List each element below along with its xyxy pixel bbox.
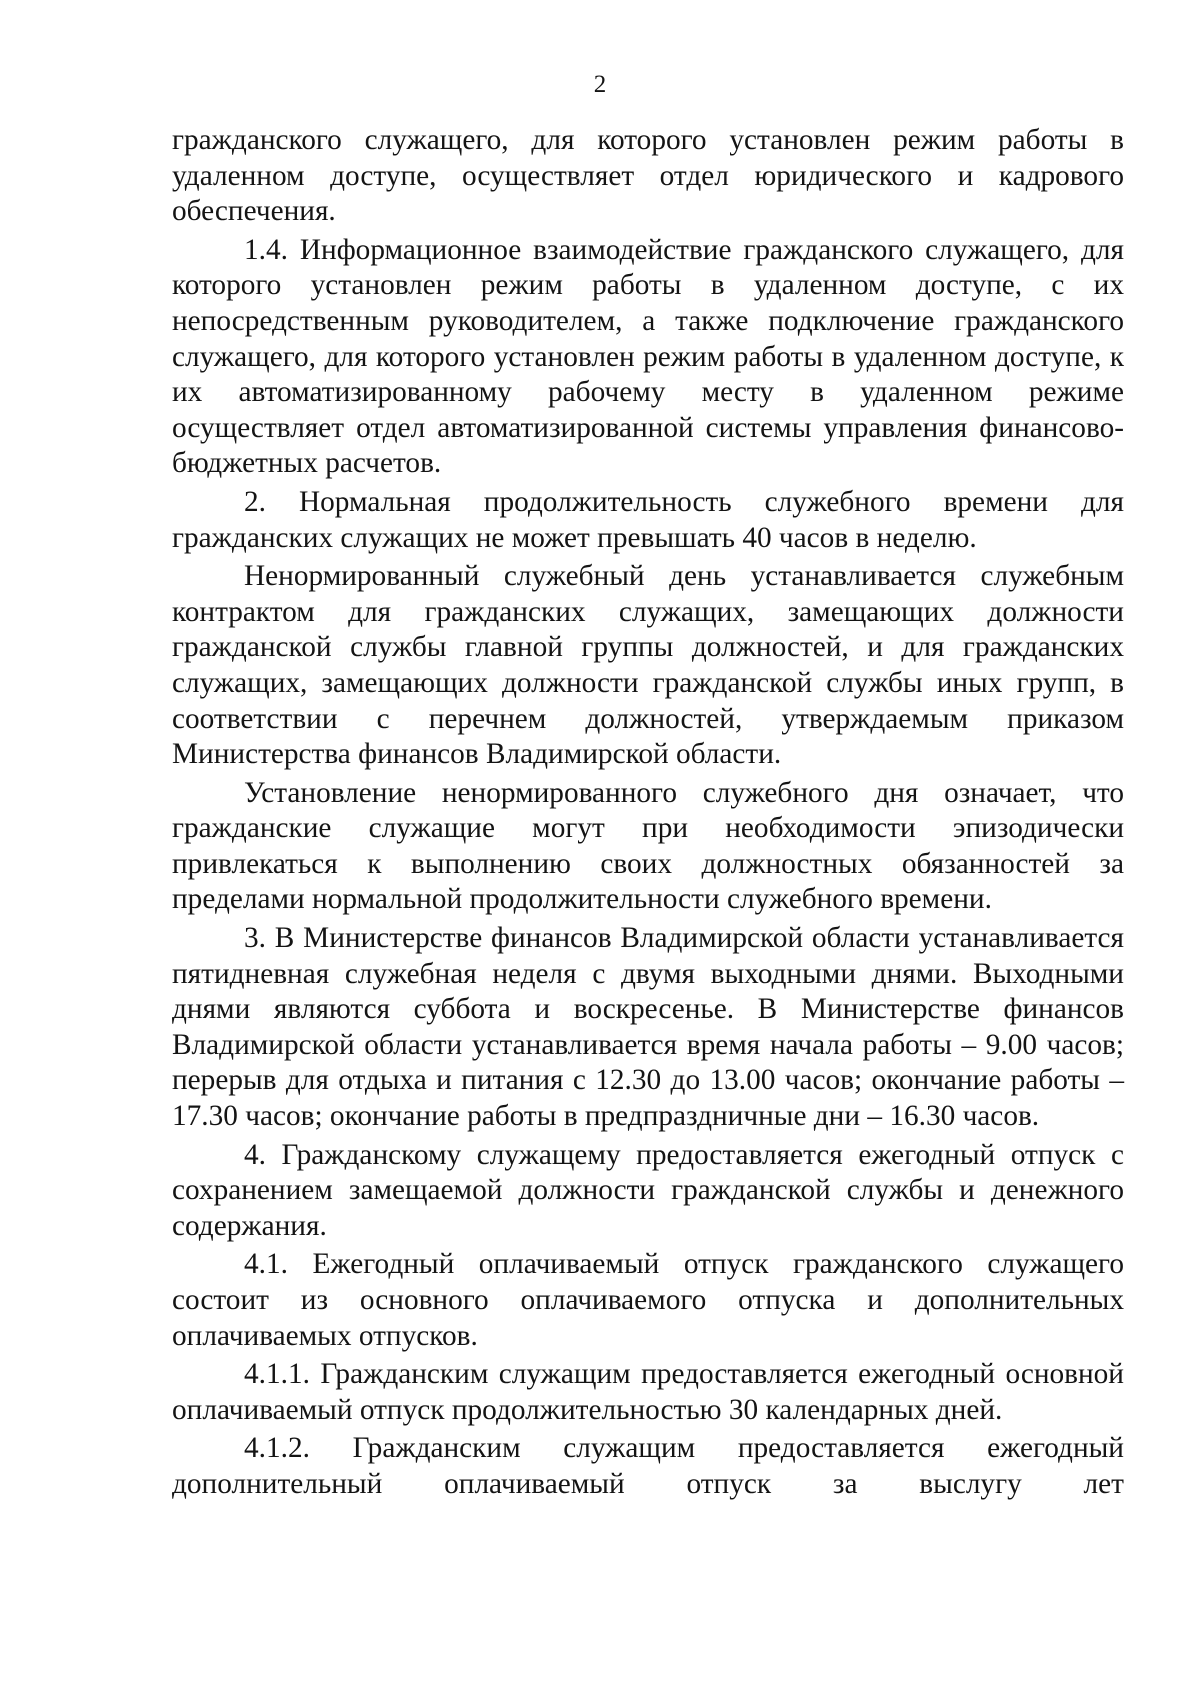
paragraph-4-1: 4.1. Ежегодный оплачиваемый отпуск гражданского служащего состоит из основного оплачиваемого отпуска и дополнительных оплачиваемых отпусков. [172, 1248, 1124, 1352]
paragraph-4-1-2: 4.1.2. Гражданским служащим предоставляется ежегодный дополнительный оплачиваемый отпуск за выслугу лет [172, 1432, 1124, 1500]
paragraph-continuation: гражданского служащего, для которого установлен режим работы в удаленном доступе, осуществляет отдел юридического и кадрового обеспечения. [172, 124, 1124, 228]
page-number: 2 [593, 71, 607, 98]
paragraph-2: 2. Нормальная продолжительность служебного времени для гражданских служащих не может превышать 40 часов в неделю. [172, 485, 1124, 554]
paragraph-4-1-1: 4.1.1. Гражданским служащим предоставляется ежегодный основной оплачиваемый отпуск продолжительностью 30 календарных дней. [172, 1358, 1124, 1426]
paragraph-1-4: 1.4. Информационное взаимодействие гражданского служащего, для которого установлен режим работы в удаленном доступе, с их непосредственным руководителем, а также подключение гражданского служащего, для которого установлен режим работы в удаленном доступе, к их автоматизированному рабочему месту в удаленном режиме осуществляет отдел автоматизированной системы управления финансово-бюджетных расчетов. [172, 233, 1124, 480]
paragraph-irregular-day: Ненормированный служебный день устанавливается служебным контрактом для гражданских служащих, замещающих должности гражданской службы главной группы должностей, и для гражданских служащих, замещающих должности гражданской службы иных групп, в соответствии с перечнем должностей, утверждаемым приказом Министерства финансов Владимирской области. [172, 560, 1124, 771]
paragraph-irregular-day-meaning: Установление ненормированного служебного дня означает, что гражданские служащие могут при необходимости эпизодически привлекаться к выполнению своих должностных обязанностей за пределами нормальной продолжительности служебного времени. [172, 776, 1124, 916]
paragraph-3: 3. В Министерстве финансов Владимирской области устанавливается пятидневная служебная неделя с двумя выходными днями. Выходными днями являются суббота и воскресенье. В Министерстве финансов Владимирской области устанавливается время начала работы – 9.00 часов; перерыв для отдыха и питания с 12.30 до 13.00 часов; окончание работы – 17.30 часов; окончание работы в предпраздничные дни – 16.30 часов. [172, 922, 1124, 1133]
paragraph-4: 4. Гражданскому служащему предоставляется ежегодный отпуск с сохранением замещаемой должности гражданской службы и денежного содержания. [172, 1138, 1124, 1242]
document-body [172, 123, 1124, 1503]
